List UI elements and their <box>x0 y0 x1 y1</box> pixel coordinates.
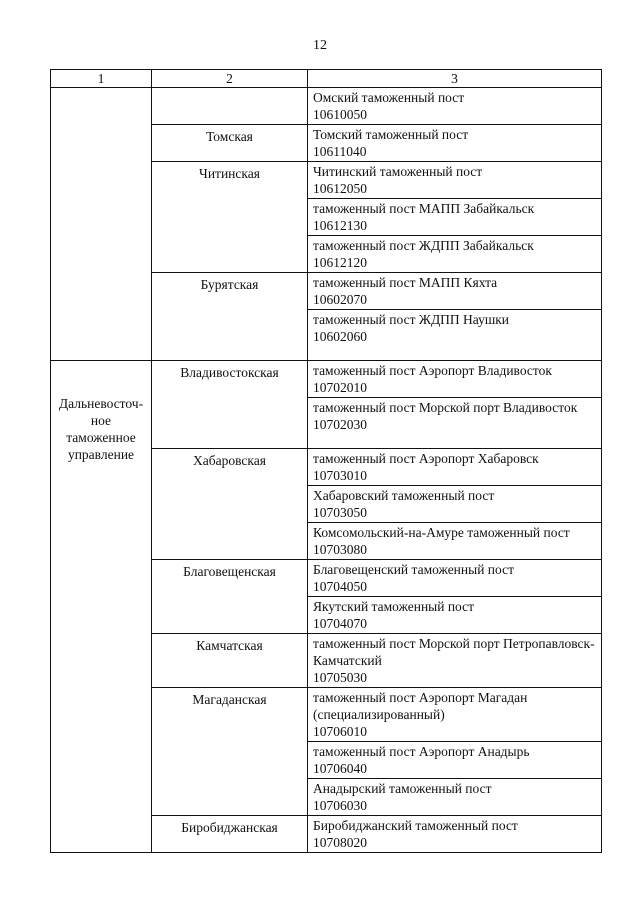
department-name <box>51 361 151 463</box>
page-number: 12 <box>313 38 327 53</box>
region-cell <box>152 688 308 816</box>
customs-post-code: 10702010 <box>313 380 367 395</box>
customs-post-code: 10602070 <box>313 292 367 307</box>
region-name <box>152 88 307 91</box>
customs-post-cell <box>308 742 602 779</box>
customs-post-code: 10612120 <box>313 255 367 270</box>
region-name: Читинская <box>199 166 260 181</box>
customs-post-name: Омский таможенный пост <box>313 90 465 105</box>
customs-post-code: 10708020 <box>313 835 367 850</box>
customs-post-name: Анадырский таможенный пост <box>313 781 492 796</box>
region-cell <box>152 634 308 688</box>
customs-post-cell <box>308 779 602 816</box>
region-cell <box>152 125 308 162</box>
table-row <box>51 88 602 125</box>
region-cell <box>152 449 308 560</box>
customs-post-name: Благовещенский таможенный пост <box>313 562 515 577</box>
customs-post-code: 10706030 <box>313 798 367 813</box>
customs-post-name: таможенный пост Морской порт Петропавловск-Камчатский <box>313 636 595 668</box>
region-cell <box>152 162 308 273</box>
customs-post-name: таможенный пост Аэропорт Владивосток <box>313 363 552 378</box>
region-name: Биробиджанская <box>181 820 278 835</box>
column-header-3: 3 <box>308 70 602 88</box>
region-name: Камчатская <box>196 638 263 653</box>
customs-post-cell <box>308 310 602 361</box>
customs-post-name: Томский таможенный пост <box>313 127 469 142</box>
department-cell <box>51 88 152 361</box>
customs-post-code: 10611040 <box>313 144 367 159</box>
customs-post-name: таможенный пост Аэропорт Магадан (специализированный) <box>313 690 528 722</box>
customs-post-cell <box>308 273 602 310</box>
department-line: ное <box>90 413 112 428</box>
customs-post-name: таможенный пост МАПП Кяхта <box>313 275 498 290</box>
customs-post-code: 10706040 <box>313 761 367 776</box>
customs-post-cell <box>308 597 602 634</box>
customs-post-cell <box>308 486 602 523</box>
region-name: Благовещенская <box>183 564 276 579</box>
customs-post-code: 10703050 <box>313 505 367 520</box>
customs-post-cell <box>308 634 602 688</box>
customs-post-cell <box>308 361 602 398</box>
table-row <box>51 361 602 398</box>
customs-post-name: Хабаровский таможенный пост <box>313 488 495 503</box>
customs-post-cell <box>308 236 602 273</box>
region-name: Томская <box>206 129 253 144</box>
customs-post-code: 10706010 <box>313 724 367 739</box>
customs-post-cell <box>308 816 602 853</box>
customs-post-code: 10612130 <box>313 218 367 233</box>
customs-post-cell <box>308 125 602 162</box>
region-name: Магаданская <box>192 692 267 707</box>
customs-post-code: 10702030 <box>313 417 367 432</box>
customs-post-code: 10704050 <box>313 579 367 594</box>
region-cell <box>152 560 308 634</box>
region-cell <box>152 273 308 361</box>
customs-post-code: 10704070 <box>313 616 367 631</box>
region-cell <box>152 361 308 449</box>
customs-post-cell <box>308 523 602 560</box>
customs-post-cell <box>308 199 602 236</box>
customs-post-cell <box>308 688 602 742</box>
customs-post-code: 10703080 <box>313 542 367 557</box>
region-name: Хабаровская <box>193 453 266 468</box>
customs-post-cell <box>308 88 602 125</box>
table-body <box>51 88 602 853</box>
region-name: Владивостокская <box>180 365 279 380</box>
customs-post-name: таможенный пост Аэропорт Хабаровск <box>313 451 539 466</box>
customs-post-cell <box>308 398 602 449</box>
customs-post-code: 10602060 <box>313 329 367 344</box>
customs-post-code: 10612050 <box>313 181 367 196</box>
region-cell <box>152 816 308 853</box>
customs-post-cell <box>308 560 602 597</box>
department-line: таможенное <box>66 430 136 445</box>
department-cell <box>51 361 152 853</box>
region-name: Бурятская <box>200 277 259 292</box>
customs-post-name: таможенный пост МАПП Забайкальск <box>313 201 535 216</box>
customs-post-cell <box>308 449 602 486</box>
department-line: управление <box>67 447 135 462</box>
customs-post-name: Комсомольский-на-Амуре таможенный пост <box>313 525 570 540</box>
customs-post-name: таможенный пост ЖДПП Наушки <box>313 312 510 327</box>
customs-post-name: таможенный пост Аэропорт Анадырь <box>313 744 530 759</box>
region-cell <box>152 88 308 125</box>
department-line: Дальневосточ- <box>58 396 144 411</box>
customs-post-code: 10703010 <box>313 468 367 483</box>
customs-post-name: Читинский таможенный пост <box>313 164 483 179</box>
customs-post-name: таможенный пост ЖДПП Забайкальск <box>313 238 534 253</box>
column-header-1: 1 <box>51 70 152 88</box>
customs-post-name: Якутский таможенный пост <box>313 599 475 614</box>
header-row <box>51 70 602 88</box>
column-header-2: 2 <box>152 70 308 88</box>
customs-posts-table <box>50 69 602 853</box>
customs-post-cell <box>308 162 602 199</box>
customs-post-code: 10610050 <box>313 107 367 122</box>
customs-post-code: 10705030 <box>313 670 367 685</box>
customs-post-name: Биробиджанский таможенный пост <box>313 818 518 833</box>
customs-post-name: таможенный пост Морской порт Владивосток <box>313 400 578 415</box>
